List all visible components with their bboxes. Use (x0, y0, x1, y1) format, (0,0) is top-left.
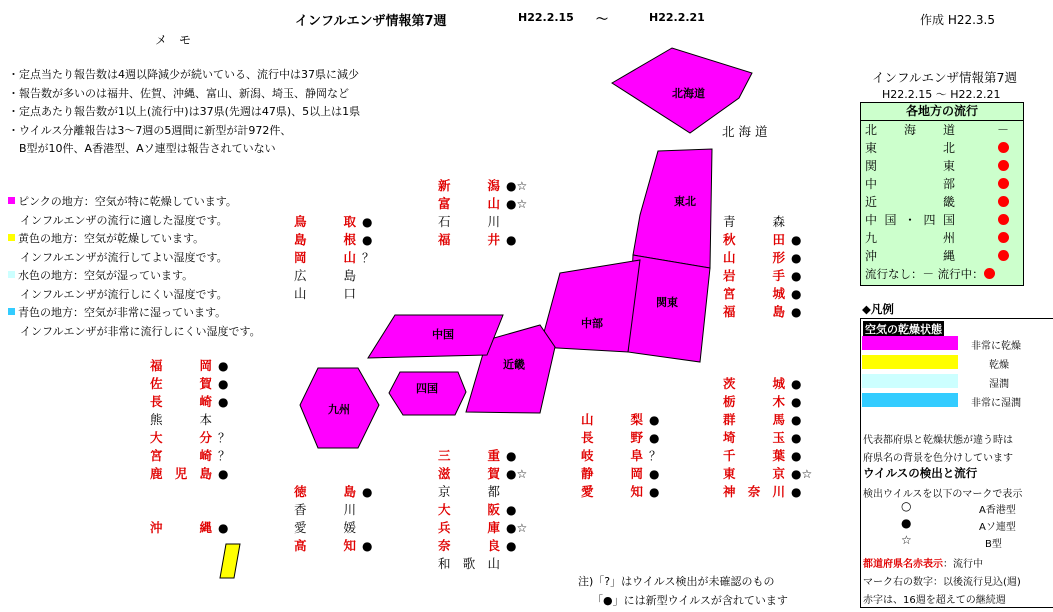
humid-label: 湿潤 (989, 379, 1009, 390)
pref-shizuoka: 静岡 ● (581, 466, 660, 481)
region-row: 東北 (861, 139, 1023, 157)
region-label-tohoku: 東北 (674, 195, 696, 208)
open-circle-icon: ○ (901, 499, 912, 513)
virus-title: ウイルスの検出と流行 (863, 466, 978, 480)
pref-akita: 秋田 ● (723, 232, 802, 247)
mark-filled-label: Aソ連型 (979, 522, 1016, 533)
memo-line: ・ウイルス分離報告は3～7週の5週間に新型が計972件、 (8, 123, 292, 137)
pref-fukui: 福井 ● (438, 232, 517, 247)
period-end: H22.2.21 (649, 11, 705, 24)
pref-nagano: 長野 ● (581, 430, 660, 445)
pref-saitama: 埼玉 ● (723, 430, 802, 445)
pref-osaka: 大阪 ● (438, 502, 517, 517)
pref-tottori: 鳥取 ● (294, 214, 373, 229)
pref-tokyo: 東京 ●☆ (723, 466, 813, 481)
red-dot-icon (998, 193, 1009, 211)
pref-okayama: 岡山 ？ (294, 250, 375, 265)
pref-gifu: 岐阜 ？ (581, 448, 662, 463)
pref-tochigi: 栃木 ● (723, 394, 802, 409)
legend-aqua-line: 水色の地方：空気が湿っています。 (8, 267, 261, 286)
red-dot-icon (998, 211, 1009, 229)
pref-wakayama: 和歌山 (438, 556, 500, 571)
pref-nagasaki: 長崎 ● (150, 394, 229, 409)
chubu-region (540, 260, 640, 352)
memo-line: ・定点当たり報告数は4週以降減少が続いている、流行中は37県に減少 (8, 68, 359, 81)
hokkaido-caption: 北 海 道 (722, 124, 768, 139)
tohoku-region (633, 149, 712, 268)
page-title: インフルエンザ情報第7週 (295, 14, 447, 29)
legend-heading: ◆凡例 (862, 302, 894, 316)
region-status-box (860, 102, 1024, 286)
pref-yamagata: 山形 ● (723, 250, 802, 265)
very-humid-swatch (862, 393, 958, 407)
region-row: 関東 (861, 157, 1023, 175)
side-title: インフルエンザ情報第7週 (872, 70, 1017, 85)
very-dry-label: 非常に乾燥 (971, 341, 1021, 352)
memo-heading: メ モ (155, 33, 192, 47)
pref-oita: 大分 ？ (150, 430, 231, 445)
region-label-shikoku: 四国 (416, 382, 438, 395)
pref-chiba: 千葉 ● (723, 448, 802, 463)
region-row: 九州 (861, 229, 1023, 247)
okinawa-region (220, 544, 240, 578)
region-label-hokkaido: 北海道 (672, 87, 705, 100)
very-dry-swatch (862, 336, 958, 350)
mark-dot-star: ●☆ (506, 197, 528, 211)
pref-kagoshima: 鹿児島 ● (150, 466, 229, 481)
pref-hyogo: 兵庫 ●☆ (438, 520, 528, 535)
red-dot-icon (998, 139, 1009, 157)
mark-star-label: B型 (985, 539, 1002, 550)
pref-miyazaki: 宮崎 ？ (150, 448, 231, 463)
virus-sub: 検出ウイルスを以下のマークで表示 (863, 489, 1023, 500)
red-dot-icon (998, 157, 1009, 175)
pref-kyoto: 京都 (438, 484, 500, 499)
memo-line: ・定点あたり報告数が1以上(流行中)は37県(先週は47県)、5以上は1県 (8, 105, 361, 118)
period-start: H22.2.15 (518, 11, 574, 24)
legend-blue-sub: インフルエンザが非常に流行しにくい湿度です。 (20, 324, 261, 338)
red-dot-icon (984, 268, 995, 279)
note-question-mark: 注)「?」はウイルス検出が未確認のもの (578, 575, 775, 588)
dry-title: 空気の乾燥状態 (865, 323, 942, 336)
side-period: H22.2.15 ～ H22.2.21 (882, 88, 1001, 101)
red-dot-icon (998, 229, 1009, 247)
legend-box (860, 318, 1053, 608)
region-row: 近畿 (861, 193, 1023, 211)
red-dot-icon (998, 175, 1009, 193)
star-icon: ☆ (901, 533, 912, 547)
legend-yellow-sub: インフルエンザが流行してよい湿度です。 (20, 250, 228, 264)
dry-swatch (862, 355, 958, 369)
pref-saga: 佐賀 ● (150, 376, 229, 391)
red-name-row: 都道府県名赤表示：流行中 (863, 559, 983, 570)
pref-niigata: 新潟 ●☆ (438, 178, 528, 193)
legend-aqua-sub: インフルエンザが流行しにくい湿度です。 (20, 287, 228, 301)
pref-mie: 三重 ● (438, 448, 517, 463)
region-status-title: 各地方の流行 (861, 103, 1023, 121)
mark-open-label: A香港型 (979, 505, 1016, 516)
pref-gunma: 群馬 ● (723, 412, 802, 427)
mark-right-note: マーク右の数字：以後流行見込(週) (863, 577, 1021, 588)
red-text-note: 赤字は、16週を超えての継続週 (863, 595, 1006, 606)
pref-nara: 奈良 ● (438, 538, 517, 553)
pref-kochi: 高知 ● (294, 538, 373, 553)
memo-line: ・報告数が多いのは福井、佐賀、沖縄、富山、新潟、埼玉、静岡など (8, 86, 349, 100)
pref-kanagawa: 神奈川 ● (723, 484, 802, 499)
region-label-chugoku: 中国 (432, 328, 454, 341)
dry-label: 乾燥 (989, 360, 1009, 371)
pref-yamaguchi: 山口 (294, 286, 356, 301)
pref-kumamoto: 熊本 (150, 412, 212, 427)
period-tilde: ～ (596, 12, 609, 26)
pref-iwate: 岩手 ● (723, 268, 802, 283)
filled-circle-icon: ● (901, 516, 912, 530)
region-label-kinki: 近畿 (503, 358, 525, 371)
pref-miyagi: 宮城 ● (723, 286, 802, 301)
legend-yellow-line: 黄色の地方：空気が乾燥しています。 (8, 230, 261, 249)
mark-dot-star: ●☆ (506, 179, 528, 193)
pref-shiga: 滋賀 ●☆ (438, 466, 528, 481)
legend-blue-line: 青色の地方：空気が非常に湿っています。 (8, 304, 261, 323)
pref-aichi: 愛知 ● (581, 484, 660, 499)
pref-yamanashi: 山梨 ● (581, 412, 660, 427)
legend-pink-sub: インフルエンザの流行に適した湿度です。 (20, 213, 228, 227)
pref-kagawa: 香川 (294, 502, 356, 517)
region-label-kanto: 関東 (656, 296, 678, 309)
region-status-footer: 流行なし：－ 流行中： (861, 265, 1023, 283)
pref-hiroshima: 広島 (294, 268, 356, 283)
red-dot-icon (998, 247, 1009, 265)
region-row: 中部 (861, 175, 1023, 193)
pref-fukushima: 福島 ● (723, 304, 802, 319)
very-humid-label: 非常に湿潤 (971, 398, 1021, 409)
pref-shimane: 島根 ● (294, 232, 373, 247)
legend-note-a: 代表都府県と乾燥状態が違う時は (863, 435, 1013, 446)
pref-fukuoka: 福岡 ● (150, 358, 229, 373)
pref-okinawa: 沖縄 ● (150, 520, 229, 535)
region-row: 北海道 － (865, 123, 1009, 137)
pref-tokushima: 徳島 ● (294, 484, 373, 499)
pref-aomori: 青森 (723, 214, 785, 229)
region-label-chubu: 中部 (581, 317, 603, 330)
pref-ishikawa: 石川 (438, 214, 500, 229)
legend-note-b: 府県名の背景を色分けしています (863, 453, 1013, 464)
pref-ibaraki: 茨城 ● (723, 376, 802, 391)
region-label-kyushu: 九州 (328, 403, 350, 416)
note-new-virus: 「●」には新型ウイルスが含れています (592, 594, 788, 607)
region-row: 沖縄 (861, 247, 1023, 265)
memo-line: B型が10件、A香港型、Aソ連型は報告されていない (8, 142, 276, 155)
pref-toyama: 富山 ●☆ (438, 196, 528, 211)
created-date: 作成 H22.3.5 (920, 13, 996, 27)
pref-ehime: 愛媛 (294, 520, 356, 535)
legend-pink-line: ピンクの地方：空気が特に乾燥しています。 (8, 193, 261, 212)
region-row: 中国・四国 (861, 211, 1023, 229)
humid-swatch (862, 374, 958, 388)
